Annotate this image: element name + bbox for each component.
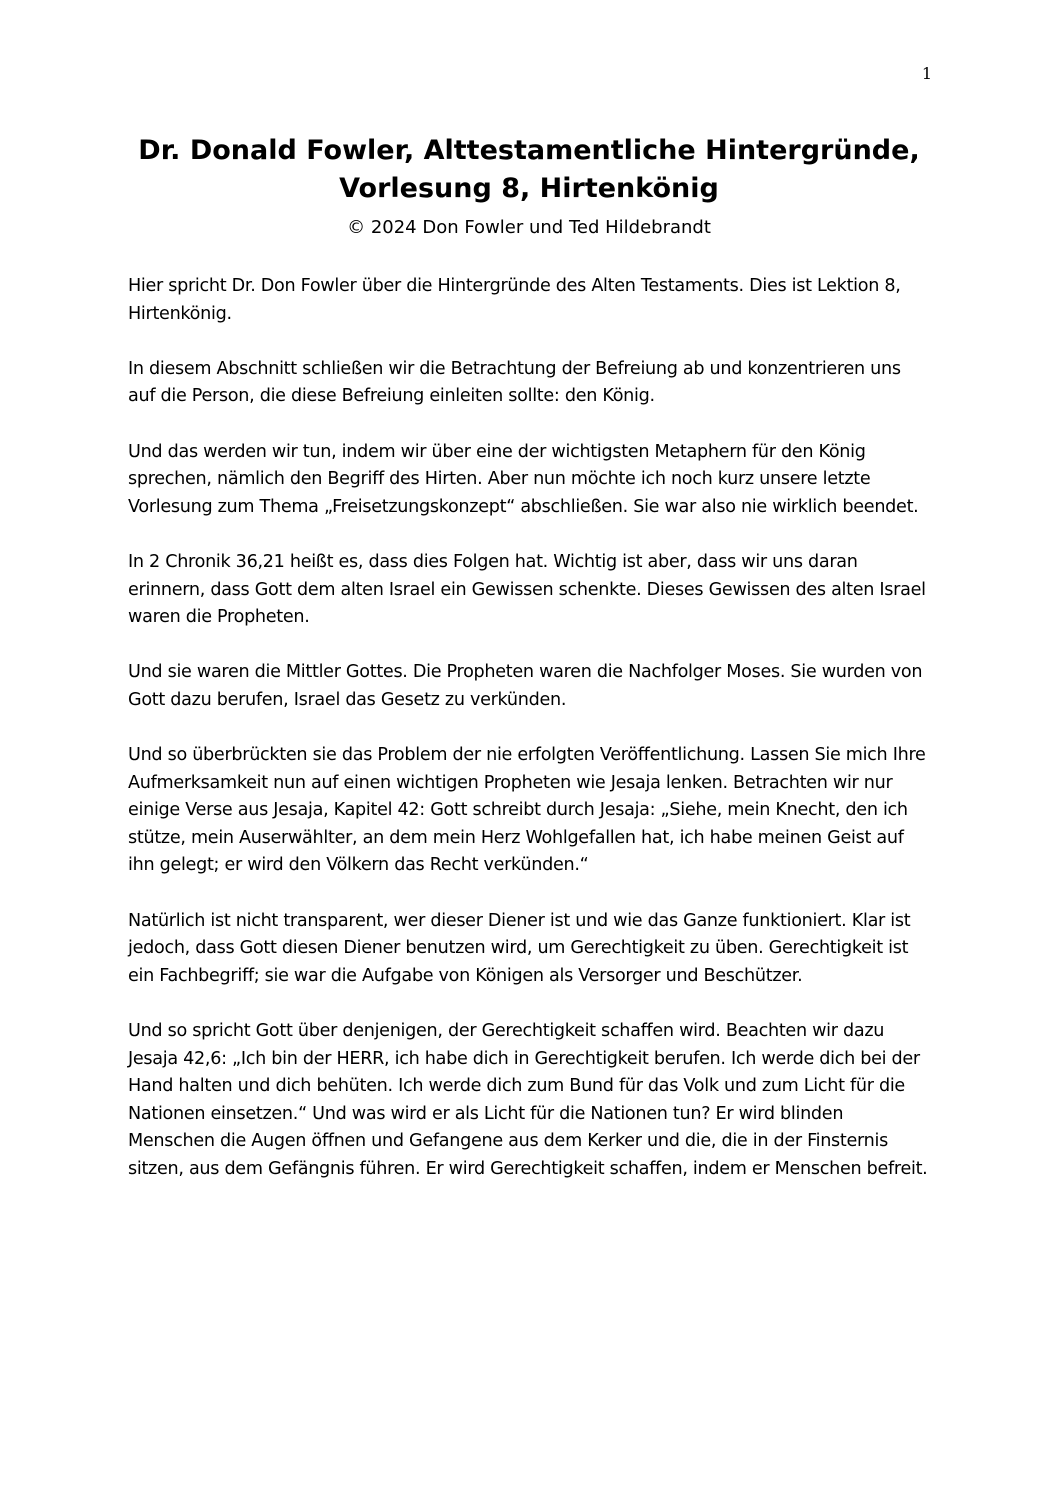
paragraph-7: Natürlich ist nicht transparent, wer dieser Diener ist und wie das Ganze funktioniert. Klar ist jedoch, dass Gott diesen Diener benutzen wird, um Gerechtigkeit zu üben. Gerechtigkeit ist ein Fachbegriff; sie war die Aufgabe von Königen als Versorger und Beschützer.	[128, 910, 911, 986]
copyright-line: © 2024 Don Fowler und Ted Hildebrandt	[347, 217, 711, 238]
paragraph-4: In 2 Chronik 36,21 heißt es, dass dies Folgen hat. Wichtig ist aber, dass wir uns daran erinnern, dass Gott dem alten Israel ein Gewissen schenkte. Dieses Gewissen des alten Israel waren die Propheten.	[128, 551, 926, 628]
document-title: Dr. Donald Fowler, Alttestamentliche Hintergründe, Vorlesung 8, Hirtenkönig	[138, 135, 920, 204]
paragraph-5: Und sie waren die Mittler Gottes. Die Propheten waren die Nachfolger Moses. Sie wurden von Gott dazu berufen, Israel das Gesetz zu verkünden.	[128, 662, 923, 710]
paragraph-6: Und so überbrückten sie das Problem der nie erfolgten Veröffentlichung. Lassen Sie mich Ihre Aufmerksamkeit nun auf einen wichtigen Propheten wie Jesaja lenken. Betrachten wir nur einige Verse aus Jesaja, Kapitel 42: Gott schreibt durch Jesaja: „Siehe, mein Knecht, den ich stütze, mein Auserwählter, an dem mein Herz Wohlgefallen hat, ich habe meinen Geist auf ihn gelegt; er wird den Völkern das Recht verkünden.“	[128, 745, 926, 876]
page-number: 1	[921, 64, 932, 83]
paragraph-3: Und das werden wir tun, indem wir über eine der wichtigsten Metaphern für den König sprechen, nämlich den Begriff des Hirten. Aber nun möchte ich noch kurz unsere letzte Vorlesung zum Thema „Freisetzungskonzept“ abschließen. Sie war also nie wirklich beendet.	[128, 441, 919, 517]
body-text	[128, 273, 930, 1211]
title-block	[128, 132, 930, 242]
paragraph-8: Und so spricht Gott über denjenigen, der Gerechtigkeit schaffen wird. Beachten wir dazu Jesaja 42,6: „Ich bin der HERR, ich habe dich in Gerechtigkeit berufen. Ich werde dich bei der Hand halten und dich behüten. Ich werde dich zum Bund für das Volk und zum Licht für die Nationen einsetzen.“ Und was wird er als Licht für die Nationen tun? Er wird blinden Menschen die Augen öffnen und Gefangene aus dem Kerker und die, die in der Finsternis sitzen, aus dem Gefängnis führen. Er wird Gerechtigkeit schaffen, indem er Menschen befreit.	[128, 1021, 928, 1179]
paragraph-1: Hier spricht Dr. Don Fowler über die Hintergründe des Alten Testaments. Dies ist Lektion 8, Hirtenkönig.	[128, 276, 901, 324]
paragraph-2: In diesem Abschnitt schließen wir die Betrachtung der Befreiung ab und konzentrieren uns auf die Person, die diese Befreiung einleiten sollte: den König.	[128, 358, 901, 407]
